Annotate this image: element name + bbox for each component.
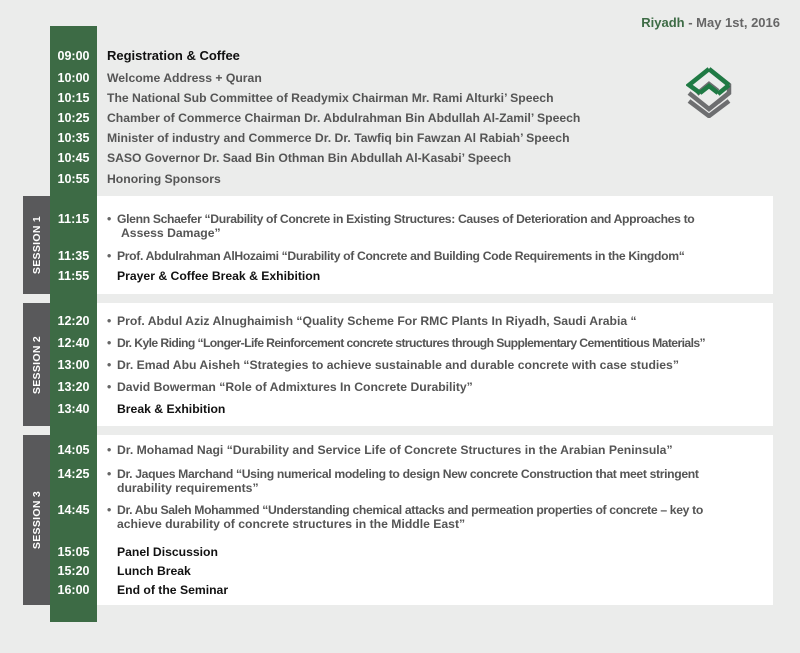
agenda-time: 13:40 [57, 402, 90, 416]
session-2-label: SESSION 2 [30, 335, 43, 394]
agenda-time: 14:05 [57, 443, 90, 457]
agenda-time: 13:20 [57, 380, 90, 394]
event-date: May 1st, 2016 [696, 15, 780, 30]
agenda-time: 14:45 [57, 503, 90, 517]
event-city: Riyadh [641, 15, 685, 30]
agenda-text: Registration & Coffee [107, 48, 240, 63]
agenda-text: End of the Seminar [117, 583, 229, 597]
talk-title: Dr. Abu Saleh Mohammed “Understanding chemical attacks and permeation properties of concrete – key to [117, 503, 703, 517]
agenda-time: 11:35 [57, 249, 90, 263]
session-2-tab [23, 303, 50, 426]
agenda-text: The National Sub Committee of Readymix Chairman Mr. Rami Alturki’ Speech [107, 91, 554, 105]
bullet-icon: • [107, 249, 111, 263]
separator: - [684, 15, 697, 30]
agenda-text [107, 336, 705, 350]
talk-title: Prof. Abdulrahman AlHozaimi “Durability of Concrete and Building Code Requirements in the Kingdom“ [117, 249, 685, 263]
interlocking-diamond-logo-icon [686, 66, 732, 118]
agenda-time: 10:25 [57, 111, 90, 125]
agenda-text: Welcome Address + Quran [107, 71, 262, 85]
agenda-text: Lunch Break [117, 564, 191, 578]
agenda-time: 16:00 [57, 583, 90, 597]
bullet-icon: • [107, 503, 111, 517]
agenda-text-continued: durability requirements” [117, 481, 259, 495]
agenda-time: 10:15 [57, 91, 90, 105]
agenda-text [107, 249, 684, 263]
agenda-text: SASO Governor Dr. Saad Bin Othman Bin Abdullah Al-Kasabi’ Speech [107, 151, 512, 165]
talk-title: Dr. Kyle Riding “Longer-Life Reinforcement concrete structures through Supplementary Cementitious Materials” [117, 336, 706, 350]
agenda-time: 13:00 [57, 358, 90, 372]
talk-title: Dr. Mohamad Nagi “Durability and Service Life of Concrete Structures in the Arabian Peninsula” [117, 443, 673, 457]
session-3-tab [23, 435, 50, 605]
agenda-text [107, 467, 699, 481]
agenda-text-continued: achieve durability of concrete structures in the Middle East” [117, 517, 466, 531]
talk-title: Dr. Emad Abu Aisheh “Strategies to achieve sustainable and durable concrete with case studies” [117, 358, 679, 372]
bullet-icon: • [107, 336, 111, 350]
agenda-time: 10:55 [57, 172, 90, 186]
talk-title: Prof. Abdul Aziz Alnughaimish “Quality Scheme For RMC Plants In Riyadh, Saudi Arabia “ [117, 314, 637, 328]
agenda-text: Honoring Sponsors [107, 172, 221, 186]
agenda-time: 10:35 [57, 131, 90, 145]
talk-title: Glenn Schaefer “Durability of Concrete in Existing Structures: Causes of Deterioration and Approaches to [117, 212, 695, 226]
agenda-text [107, 503, 703, 517]
agenda-time: 11:15 [57, 212, 90, 226]
agenda-text: Minister of industry and Commerce Dr. Dr. Tawfiq bin Fawzan Al Rabiah’ Speech [107, 131, 570, 145]
agenda-text: Panel Discussion [117, 545, 218, 559]
bullet-icon: • [107, 314, 112, 328]
session-1-tab [23, 196, 50, 294]
agenda-text: Prayer & Coffee Break & Exhibition [117, 269, 321, 283]
session-1-label: SESSION 1 [30, 215, 43, 275]
session-3-label: SESSION 3 [30, 490, 43, 550]
agenda-text: Break & Exhibition [117, 402, 226, 416]
agenda-text-continued: Assess Damage” [121, 226, 221, 240]
bullet-icon: • [107, 443, 112, 457]
talk-title: Dr. Jaques Marchand “Using numerical modeling to design New concrete Construction that meet stringent [117, 467, 699, 481]
event-location-date [641, 15, 780, 30]
bullet-icon: • [107, 380, 112, 394]
agenda-time: 10:00 [57, 71, 90, 85]
talk-title: David Bowerman “Role of Admixtures In Concrete Durability” [117, 380, 473, 394]
agenda-time: 10:45 [57, 151, 90, 165]
agenda-time: 12:40 [57, 336, 90, 350]
bullet-icon: • [107, 467, 111, 481]
agenda-text [107, 443, 673, 457]
agenda-text [107, 358, 679, 372]
agenda-time: 15:20 [57, 564, 90, 578]
agenda-text [107, 314, 637, 328]
agenda-text [107, 212, 694, 226]
agenda-time: 09:00 [57, 49, 90, 63]
agenda-time: 12:20 [57, 314, 90, 328]
agenda-time: 15:05 [57, 545, 90, 559]
agenda-text [107, 380, 473, 394]
agenda-time: 14:25 [57, 467, 90, 481]
agenda-text: Chamber of Commerce Chairman Dr. Abdulrahman Bin Abdullah Al-Zamil’ Speech [107, 111, 581, 125]
bullet-icon: • [107, 212, 111, 226]
agenda-time: 11:55 [57, 269, 90, 283]
bullet-icon: • [107, 358, 112, 372]
